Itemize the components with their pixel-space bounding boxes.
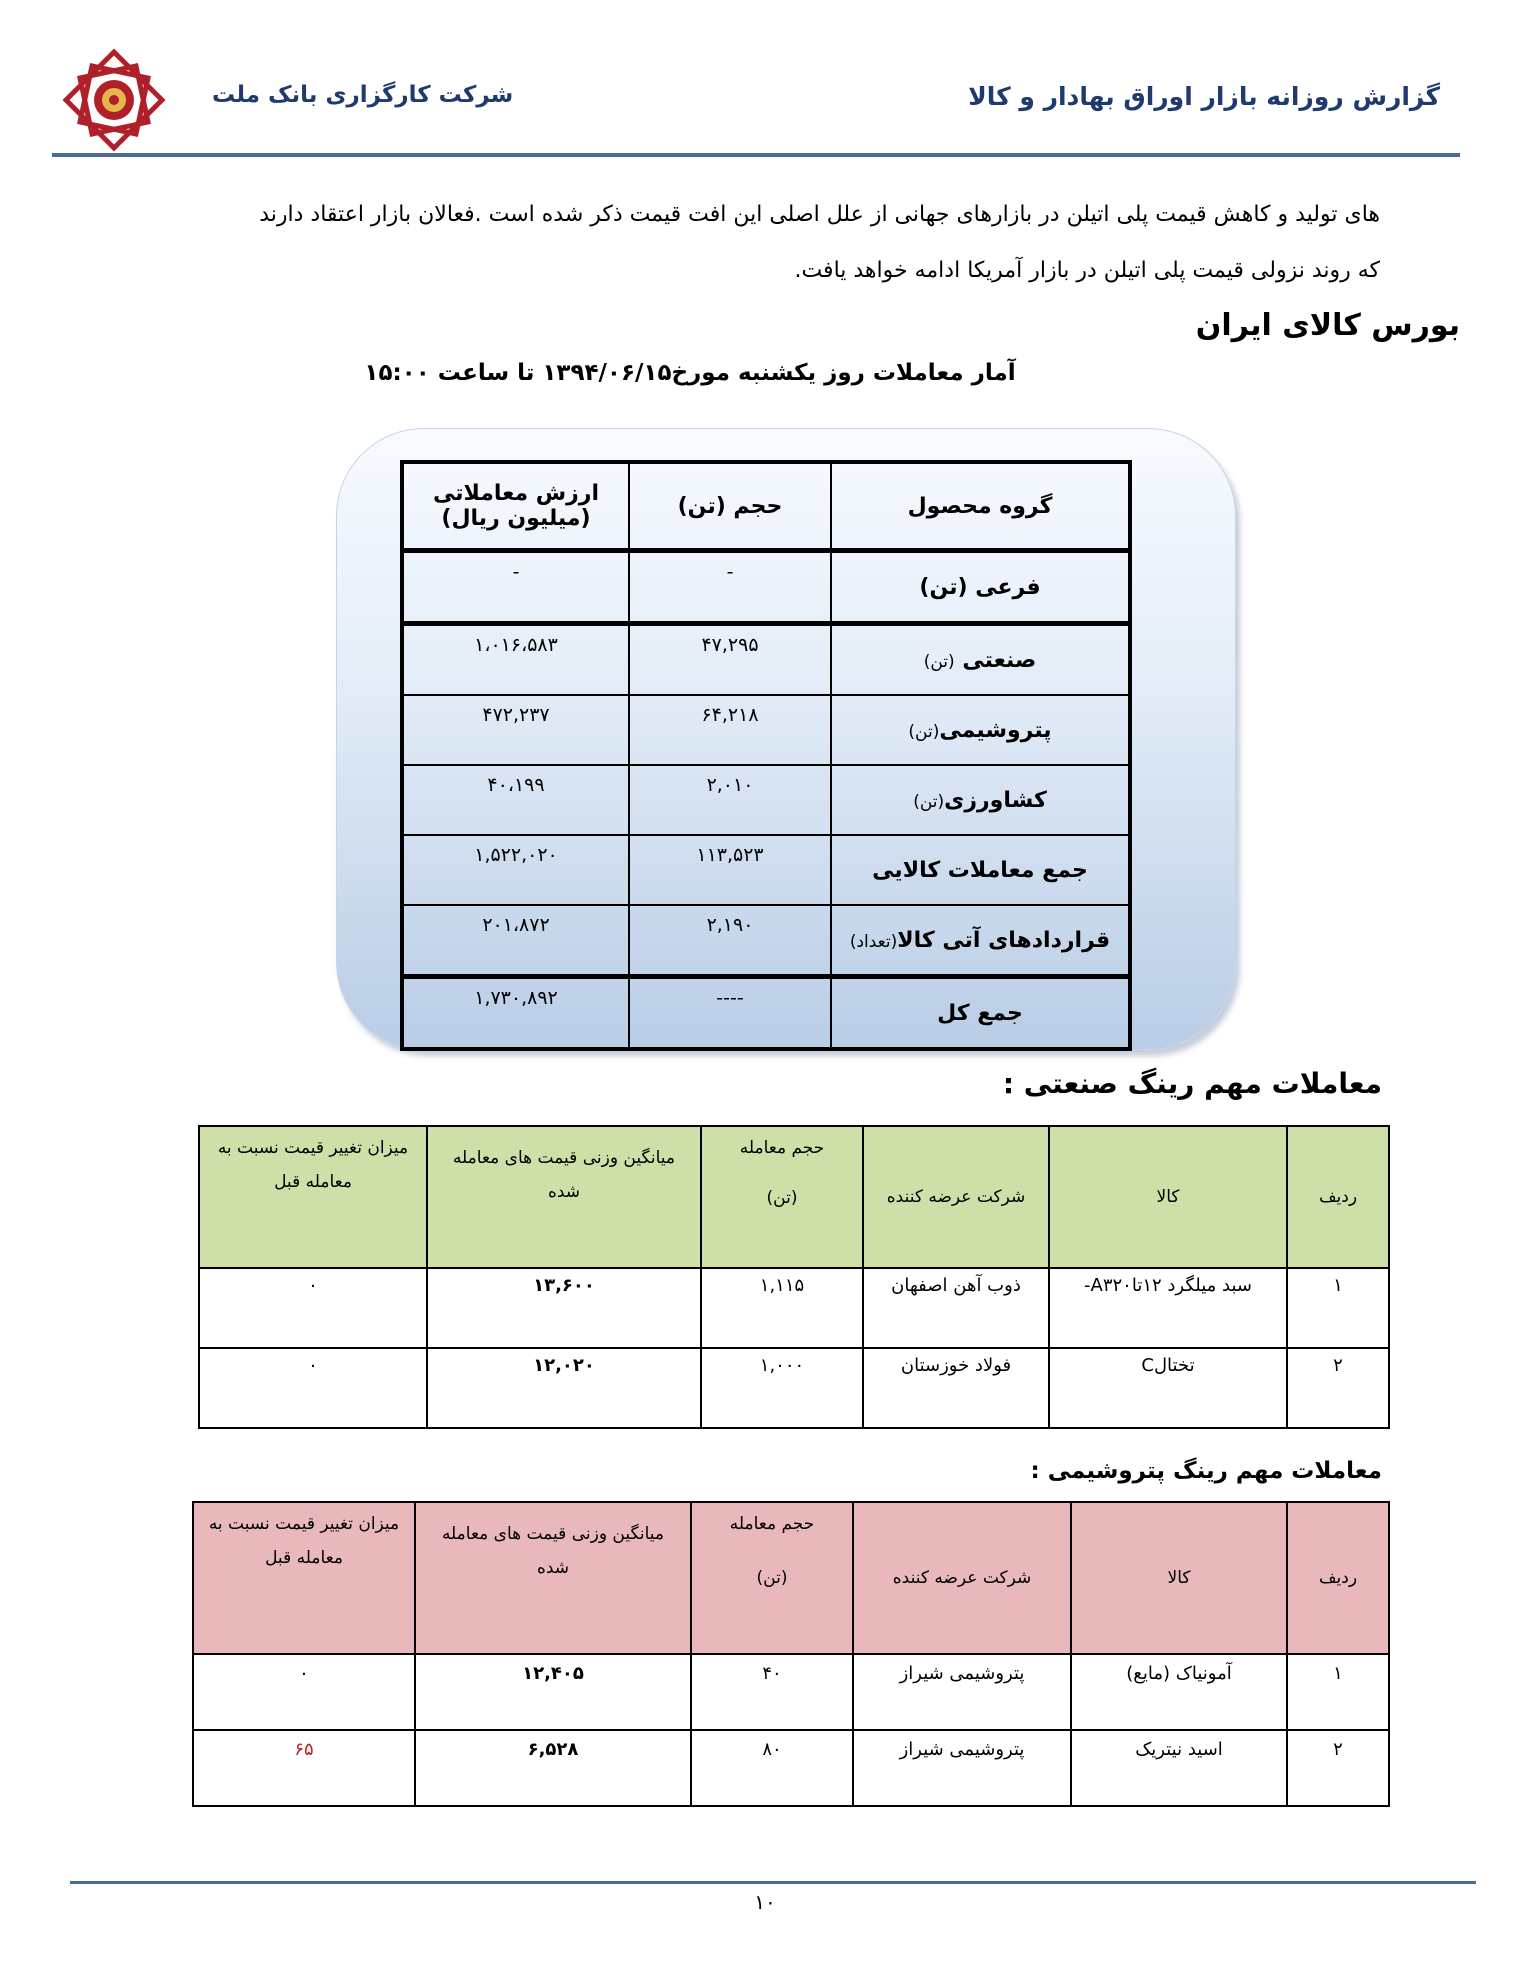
row-label: کشاورزی(تن) bbox=[831, 765, 1130, 835]
row-label: فرعی (تن) bbox=[831, 551, 1130, 624]
row-value: ۴۰،۱۹۹ bbox=[402, 765, 629, 835]
row-label: صنعتی (تن) bbox=[831, 624, 1130, 696]
summary-row bbox=[402, 977, 1130, 1050]
summary-header-row bbox=[402, 462, 1130, 551]
petrochemical-title: معاملات مهم رینگ پتروشیمی : bbox=[1030, 1458, 1382, 1484]
header-change-line1: میزان تغییر قیمت نسبت به bbox=[217, 1138, 409, 1158]
footer-divider bbox=[70, 1881, 1476, 1884]
cell-supplier: پتروشیمی شیراز bbox=[853, 1654, 1071, 1730]
header-supplier: شرکت عرضه کننده bbox=[863, 1126, 1049, 1268]
table-row bbox=[199, 1268, 1389, 1348]
header-volume-line2: (تن) bbox=[756, 1568, 788, 1588]
row-value: ۱,۵۲۲,۰۲۰ bbox=[402, 835, 629, 905]
row-volume: ۱۱۳,۵۲۳ bbox=[629, 835, 831, 905]
cell-row-no: ۱ bbox=[1287, 1268, 1389, 1348]
header-value bbox=[402, 462, 629, 551]
cell-avg: ۱۳,۶۰۰ bbox=[427, 1268, 701, 1348]
header-supplier: شرکت عرضه کننده bbox=[853, 1502, 1071, 1654]
summary-row bbox=[402, 765, 1130, 835]
header-value-line2: (میلیون ریال) bbox=[441, 506, 591, 531]
header-group: گروه محصول bbox=[831, 462, 1130, 551]
cell-commodity: سبد میلگرد ۱۲تاA۳۲۰- bbox=[1049, 1268, 1287, 1348]
summary-subtitle: آمار معاملات روز یکشنبه مورخ۱۳۹۴/۰۶/۱۵ تا ساعت ۱۵:۰۰ bbox=[364, 360, 1016, 386]
header-avg bbox=[427, 1126, 701, 1268]
header-change-line2: معامله قبل bbox=[265, 1548, 343, 1568]
row-value: - bbox=[402, 551, 629, 624]
row-label: جمع معاملات کالایی bbox=[831, 835, 1130, 905]
header-change-line1: میزان تغییر قیمت نسبت به bbox=[208, 1514, 400, 1534]
row-volume: - bbox=[629, 551, 831, 624]
page-number: ۱۰ bbox=[754, 1890, 776, 1914]
header-avg-line2: شده bbox=[547, 1182, 581, 1202]
paragraph-line-1: های تولید و کاهش قیمت پلی اتیلن در بازارهای جهانی از علل اصلی این افت قیمت ذکر شده است .فعالان بازار اعتقاد دارند bbox=[259, 202, 1380, 227]
header-volume-line2: (تن) bbox=[766, 1188, 798, 1208]
company-logo-icon bbox=[62, 48, 166, 152]
row-volume: ۶۴,۲۱۸ bbox=[629, 695, 831, 765]
header-avg-line1: میانگین وزنی قیمت های معامله bbox=[441, 1524, 665, 1544]
company-name: شرکت کارگزاری بانک ملت bbox=[212, 82, 514, 108]
petrochemical-header-row bbox=[193, 1502, 1389, 1654]
header-volume bbox=[691, 1502, 853, 1654]
header-commodity: کالا bbox=[1049, 1126, 1287, 1268]
table-row bbox=[199, 1348, 1389, 1428]
summary-table bbox=[400, 460, 1132, 1051]
header-volume bbox=[701, 1126, 863, 1268]
petrochemical-table bbox=[192, 1501, 1390, 1807]
row-volume: ۲,۱۹۰ bbox=[629, 905, 831, 977]
row-volume: ۲,۰۱۰ bbox=[629, 765, 831, 835]
cell-commodity: آمونیاک (مایع) bbox=[1071, 1654, 1287, 1730]
cell-change: ۰ bbox=[199, 1348, 427, 1428]
industrial-table bbox=[198, 1125, 1390, 1429]
header-volume-line1: حجم معامله bbox=[739, 1138, 825, 1158]
cell-avg: ۱۲,۰۲۰ bbox=[427, 1348, 701, 1428]
body-paragraph bbox=[150, 187, 1380, 299]
cell-volume: ۸۰ bbox=[691, 1730, 853, 1806]
row-label: پتروشیمی(تن) bbox=[831, 695, 1130, 765]
header-avg bbox=[415, 1502, 691, 1654]
table-row bbox=[193, 1730, 1389, 1806]
row-value: ۴۷۲,۲۳۷ bbox=[402, 695, 629, 765]
cell-volume: ۱,۰۰۰ bbox=[701, 1348, 863, 1428]
summary-row bbox=[402, 624, 1130, 696]
industrial-header-row bbox=[199, 1126, 1389, 1268]
report-title: گزارش روزانه بازار اوراق بهادار و کالا bbox=[968, 82, 1440, 111]
header-volume-line1: حجم معامله bbox=[729, 1514, 815, 1534]
header-avg-line1: میانگین وزنی قیمت های معامله bbox=[452, 1148, 676, 1168]
header-change bbox=[199, 1126, 427, 1268]
header-divider bbox=[52, 153, 1460, 157]
cell-commodity: اسید نیتریک bbox=[1071, 1730, 1287, 1806]
section-title: بورس کالای ایران bbox=[1195, 308, 1460, 343]
industrial-title: معاملات مهم رینگ صنعتی : bbox=[1002, 1067, 1382, 1100]
cell-supplier: فولاد خوزستان bbox=[863, 1348, 1049, 1428]
summary-row bbox=[402, 551, 1130, 624]
cell-avg: ۶,۵۲۸ bbox=[415, 1730, 691, 1806]
cell-avg: ۱۲,۴۰۵ bbox=[415, 1654, 691, 1730]
header-row-no: ردیف bbox=[1287, 1502, 1389, 1654]
cell-volume: ۴۰ bbox=[691, 1654, 853, 1730]
cell-row-no: ۲ bbox=[1287, 1348, 1389, 1428]
cell-row-no: ۱ bbox=[1287, 1654, 1389, 1730]
paragraph-line-2: که روند نزولی قیمت پلی اتیلن در بازار آمریکا ادامه خواهد یافت. bbox=[794, 258, 1380, 283]
header-row-no: ردیف bbox=[1287, 1126, 1389, 1268]
summary-row bbox=[402, 835, 1130, 905]
row-value: ۲۰۱،۸۷۲ bbox=[402, 905, 629, 977]
cell-volume: ۱,۱۱۵ bbox=[701, 1268, 863, 1348]
cell-change: ۶۵ bbox=[193, 1730, 415, 1806]
row-value: ۱,۷۳۰,۸۹۲ bbox=[402, 977, 629, 1050]
summary-row bbox=[402, 695, 1130, 765]
cell-change: ۰ bbox=[199, 1268, 427, 1348]
row-volume: ---- bbox=[629, 977, 831, 1050]
row-value: ۱،۰۱۶،۵۸۳ bbox=[402, 624, 629, 696]
header-change-line2: معامله قبل bbox=[274, 1172, 352, 1192]
row-label: قراردادهای آتی کالا(تعداد) bbox=[831, 905, 1130, 977]
header-volume: حجم (تن) bbox=[629, 462, 831, 551]
cell-commodity: تختالC bbox=[1049, 1348, 1287, 1428]
cell-supplier: ذوب آهن اصفهان bbox=[863, 1268, 1049, 1348]
cell-change: ۰ bbox=[193, 1654, 415, 1730]
cell-supplier: پتروشیمی شیراز bbox=[853, 1730, 1071, 1806]
header-value-line1: ارزش معاملاتی bbox=[432, 481, 600, 506]
summary-row bbox=[402, 905, 1130, 977]
cell-row-no: ۲ bbox=[1287, 1730, 1389, 1806]
row-volume: ۴۷,۲۹۵ bbox=[629, 624, 831, 696]
header-change bbox=[193, 1502, 415, 1654]
table-row bbox=[193, 1654, 1389, 1730]
header-avg-line2: شده bbox=[536, 1558, 570, 1578]
header-commodity: کالا bbox=[1071, 1502, 1287, 1654]
row-label: جمع کل bbox=[831, 977, 1130, 1050]
